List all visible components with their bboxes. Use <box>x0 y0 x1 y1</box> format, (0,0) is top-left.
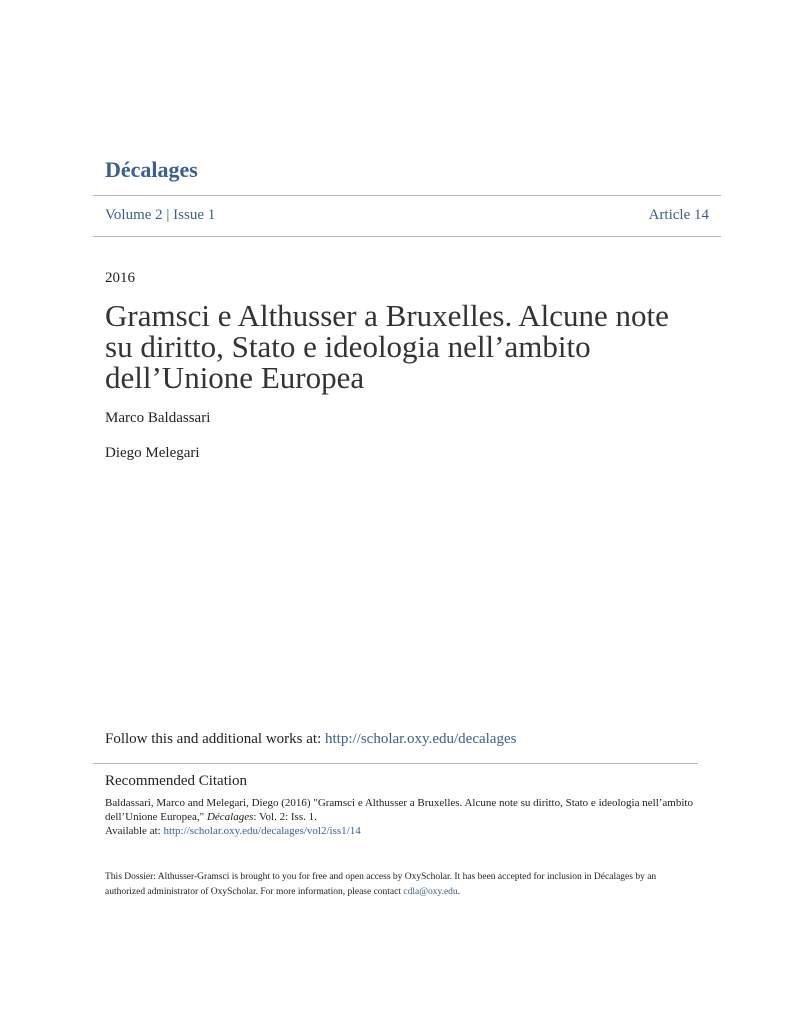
volume-issue-separator: | <box>166 207 170 223</box>
citation-line-2 <box>105 810 695 824</box>
issue-link[interactable]: Issue 1 <box>173 207 216 223</box>
available-label: Available at: <box>105 825 161 837</box>
header-rule-bottom <box>93 236 721 237</box>
publication-year: 2016 <box>105 270 135 286</box>
notice-text: This Dossier: Althusser-Gramsci is brought to you for free and open access by OxyScholar. It has been accepted for inclusion in Décalages by an authorized administrator of OxyScholar. For more information, please contact <box>105 872 657 897</box>
journal-title[interactable]: Décalages <box>105 157 198 182</box>
collection-link[interactable]: http://scholar.oxy.edu/decalages <box>324 731 517 747</box>
citation-title-end: dell’Unione Europea," <box>105 811 205 823</box>
volume-issue-line <box>105 207 215 224</box>
author-1: Marco Baldassari <box>105 410 211 426</box>
citation-block <box>105 796 695 838</box>
notice-end: . <box>457 887 461 897</box>
follow-text: Follow this and additional works at: <box>105 731 322 747</box>
article-number: Article 14 <box>648 207 709 223</box>
access-notice <box>105 870 695 900</box>
citation-volume: : Vol. 2: Iss. 1. <box>253 811 317 823</box>
volume-link[interactable]: Volume 2 <box>105 207 163 223</box>
contact-email-link[interactable]: cdla@oxy.edu <box>403 887 458 897</box>
citation-journal: Décalages <box>206 811 254 823</box>
article-link[interactable]: http://scholar.oxy.edu/decalages/vol2/iss1/14 <box>163 825 361 837</box>
citation-available <box>105 824 695 838</box>
citation-rule <box>93 763 698 764</box>
author-2: Diego Melegari <box>105 445 200 461</box>
recommended-citation-heading: Recommended Citation <box>105 773 248 789</box>
follow-works-line <box>105 731 516 748</box>
header-rule-top <box>93 195 721 196</box>
article-title: Gramsci e Althusser a Bruxelles. Alcune note su diritto, Stato e ideologia nell’ambito dell’Unione Europea <box>105 298 669 395</box>
citation-line-1: Baldassari, Marco and Melegari, Diego (2016) "Gramsci e Althusser a Bruxelles. Alcune note su diritto, Stato e ideologia nell’ambito <box>105 797 693 809</box>
